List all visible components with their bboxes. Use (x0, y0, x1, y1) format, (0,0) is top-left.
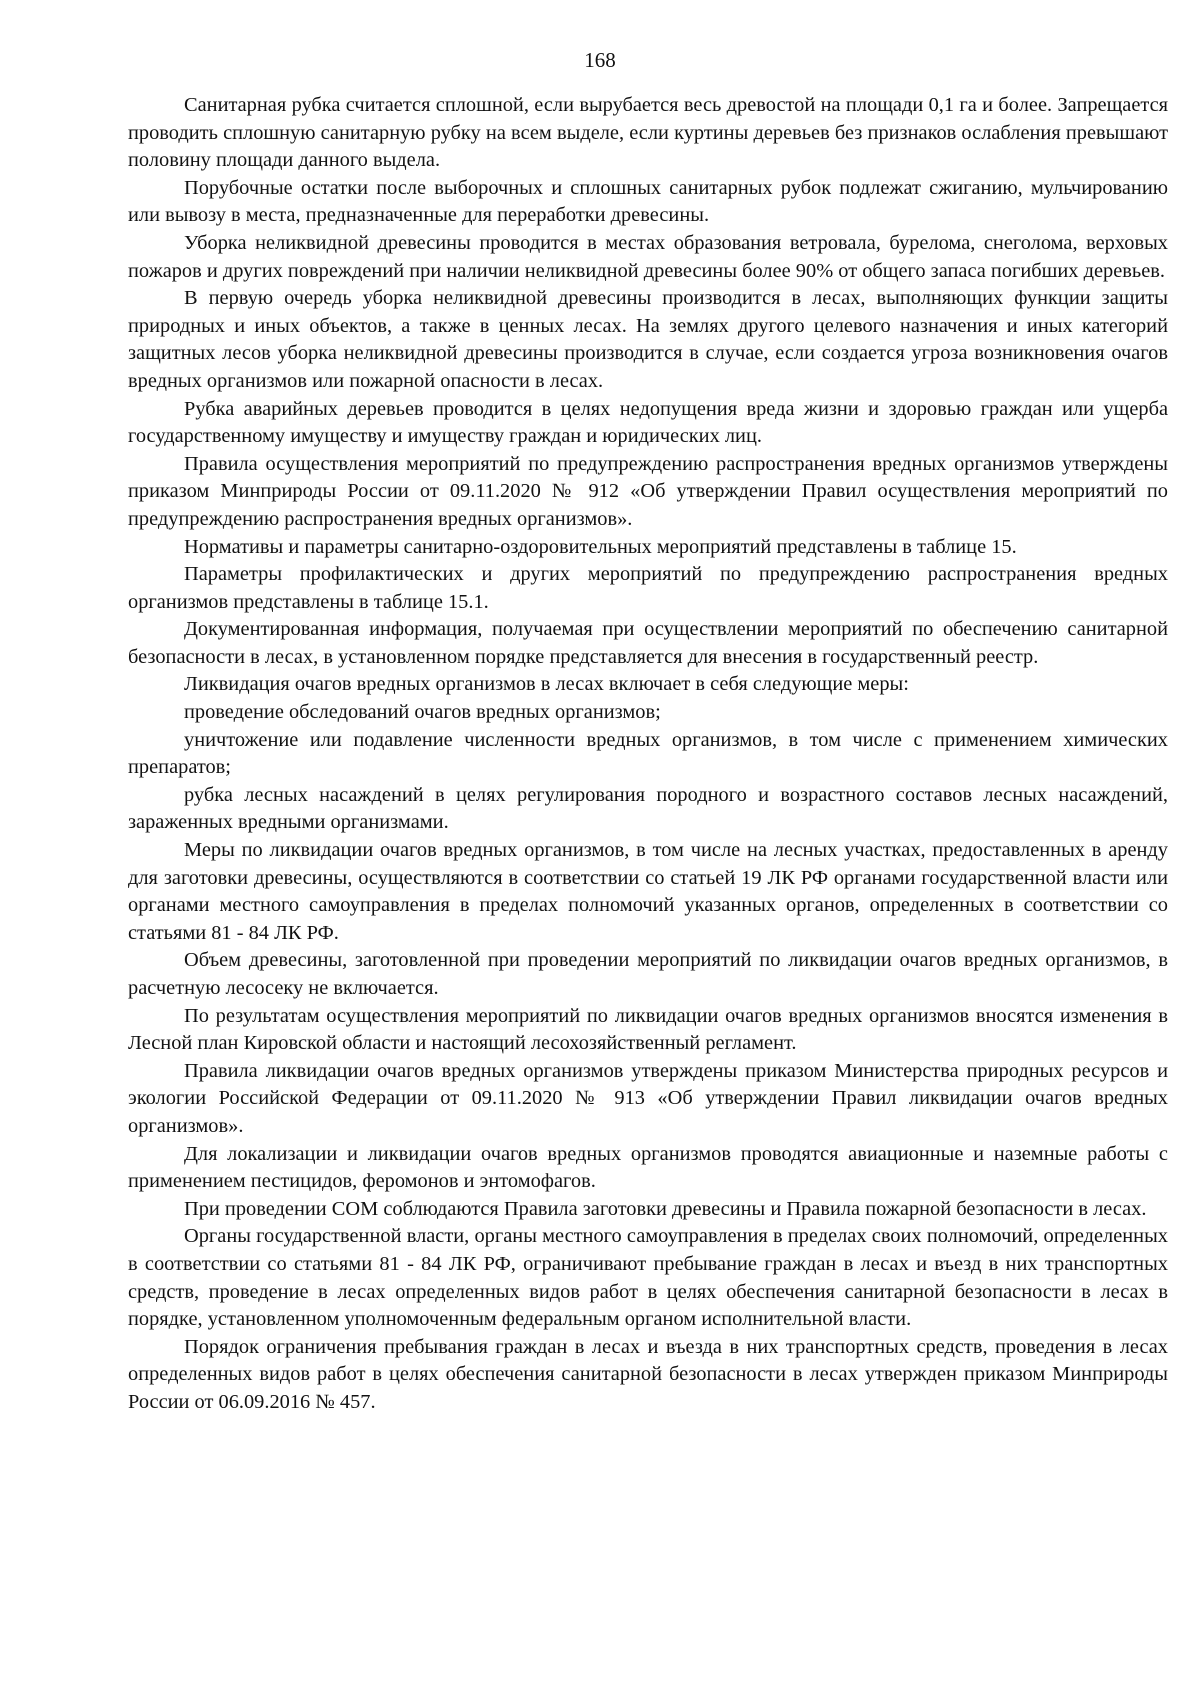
paragraph: При проведении СОМ соблюдаются Правила заготовки древесины и Правила пожарной безопасности в лесах. (184, 1197, 1147, 1220)
paragraph: Для локализации и ликвидации очагов вредных организмов проводятся авиационные и наземные работы с применением пестицидов, феромонов и энтомофагов. (128, 1142, 1168, 1193)
list-item: рубка лесных насаждений в целях регулирования породного и возрастного составов лесных насаждений, зараженных вредными организмами. (128, 783, 1168, 834)
page-number: 168 (584, 48, 616, 72)
paragraph: По результатам осуществления мероприятий по ликвидации очагов вредных организмов вносятся изменения в Лесной план Кировской области и настоящий лесохозяйственный регламент. (128, 1004, 1168, 1055)
paragraph: Порядок ограничения пребывания граждан в лесах и въезда в них транспортных средств, проведения в лесах определенных видов работ в целях обеспечения санитарной безопасности в лесах утвержден приказом Минприроды России от 06.09.2016 № 457. (128, 1335, 1168, 1413)
paragraph: Меры по ликвидации очагов вредных организмов, в том числе на лесных участках, предоставленных в аренду для заготовки древесины, осуществляются в соответствии со статьей 19 ЛК РФ органами государственной власти или органами местного самоуправления в пределах полномочий указанных органов, определенных в соответствии со статьями 81 - 84 ЛК РФ. (128, 839, 1168, 944)
paragraph: Правила ликвидации очагов вредных организмов утверждены приказом Министерства природных ресурсов и экологии Российской Федерации от 09.11.2020 № 913 «Об утверждении Правил ликвидации очагов вредных организмов». (128, 1059, 1168, 1137)
body-text (128, 92, 1168, 1417)
paragraph: Правила осуществления мероприятий по предупреждению распространения вредных организмов утверждены приказом Минприроды России от 09.11.2020 № 912 «Об утверждении Правил осуществления мероприятий по предупреждению распространения вредных организмов». (128, 452, 1168, 530)
list-item: уничтожение или подавление численности вредных организмов, в том числе с применением химических препаратов; (128, 728, 1168, 779)
paragraph: Нормативы и параметры санитарно-оздоровительных мероприятий представлены в таблице 15. (184, 535, 1017, 558)
list-item: проведение обследований очагов вредных организмов; (184, 701, 661, 724)
paragraph: Объем древесины, заготовленной при проведении мероприятий по ликвидации очагов вредных организмов, в расчетную лесосеку не включается. (128, 949, 1168, 999)
paragraph: Органы государственной власти, органы местного самоуправления в пределах своих полномочий, определенных в соответствии со статьями 81 - 84 ЛК РФ, ограничивают пребывание граждан в лесах и въезд в них транспортных средств, проведение в лесах определенных видов работ в целях обеспечения санитарной безопасности в лесах в порядке, установленном уполномоченным федеральным органом исполнительной власти. (128, 1225, 1168, 1331)
paragraph: В первую очередь уборка неликвидной древесины производится в лесах, выполняющих функции защиты природных и иных объектов, а также в ценных лесах. На землях другого целевого назначения и иных категорий защитных лесов уборка неликвидной древесины производится в случае, если создается угроза возникновения очагов вредных организмов или пожарной опасности в лесах. (128, 287, 1168, 392)
paragraph: Порубочные остатки после выборочных и сплошных санитарных рубок подлежат сжиганию, мульчированию или вывозу в места, предназначенные для переработки древесины. (128, 176, 1168, 227)
paragraph: Документированная информация, получаемая при осуществлении мероприятий по обеспечению санитарной безопасности в лесах, в установленном порядке представляется для внесения в государственный реестр. (128, 618, 1168, 668)
paragraph: Ликвидация очагов вредных организмов в лесах включает в себя следующие меры: (184, 673, 909, 696)
paragraph: Санитарная рубка считается сплошной, если вырубается весь древостой на площади 0,1 га и более. Запрещается проводить сплошную санитарную рубку на всем выделе, если куртины деревьев без признаков ослабления превышают половину площади данного выдела. (128, 94, 1168, 172)
paragraph: Уборка неликвидной древесины проводится в местах образования ветровала, бурелома, снеголома, верховых пожаров и других повреждений при наличии неликвидной древесины более 90% от общего запаса погибших деревьев. (128, 231, 1168, 282)
paragraph: Рубка аварийных деревьев проводится в целях недопущения вреда жизни и здоровью граждан или ущерба государственному имуществу и имуществу граждан и юридических лиц. (128, 397, 1168, 448)
paragraph: Параметры профилактических и других мероприятий по предупреждению распространения вредных организмов представлены в таблице 15.1. (128, 563, 1168, 613)
